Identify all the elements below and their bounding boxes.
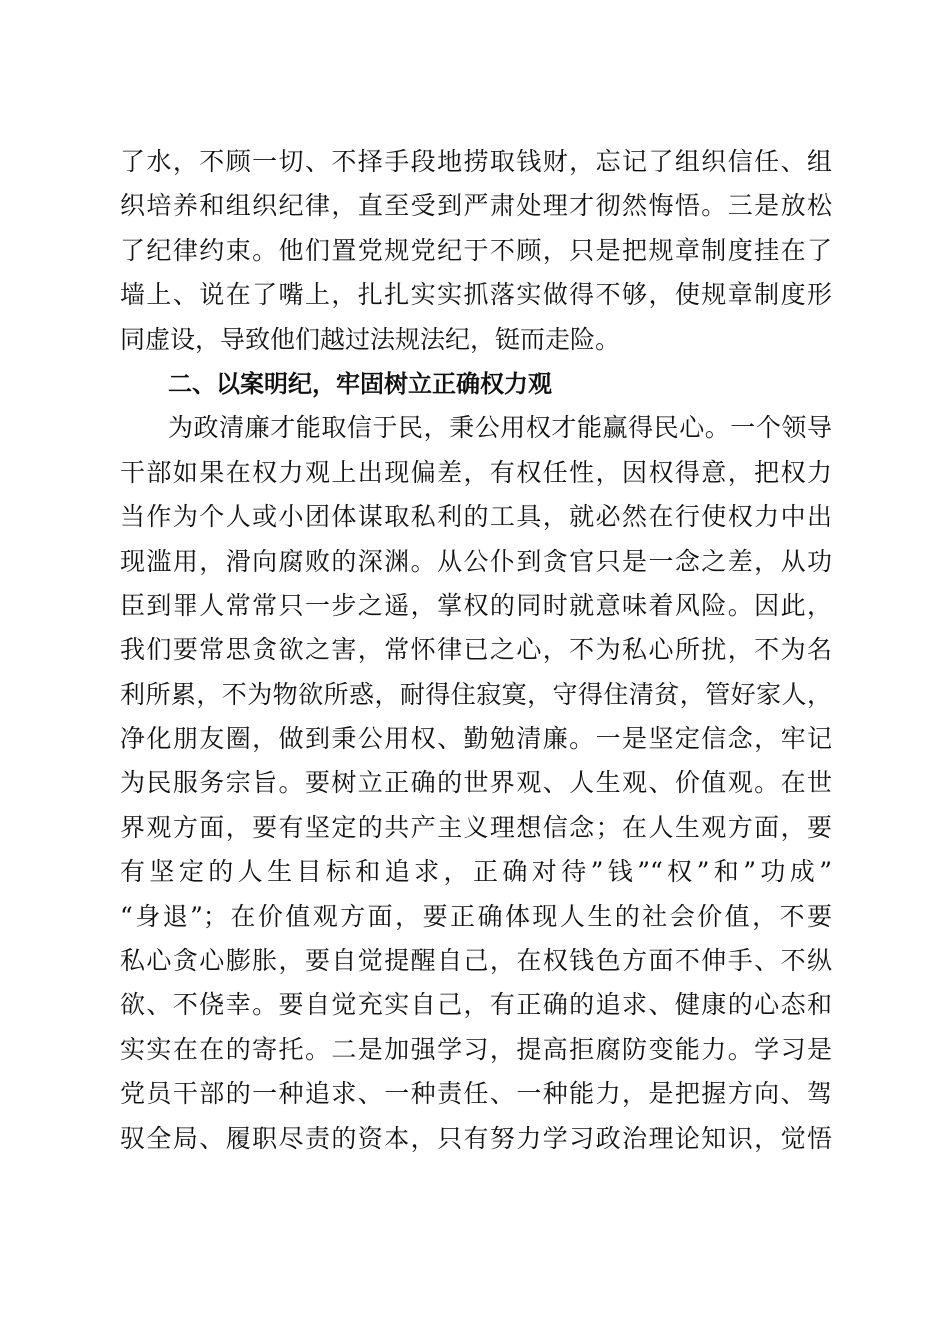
text-line: 界观方面，要有坚定的共产主义理想信念；在人生观方面，要 xyxy=(120,812,832,842)
paragraph-power-view xyxy=(120,406,832,1161)
text-line: 利所累，不为物欲所惑，耐得住寂寞，守得住清贫，管好家人， xyxy=(120,679,832,709)
text-line: 私心贪心膨胀，要自觉提醒自己，在权钱色方面不伸手、不纵 xyxy=(120,946,832,976)
text-line: 实实在在的寄托。二是加强学习，提高拒腐防变能力。学习是 xyxy=(120,1034,832,1064)
text-line: 臣到罪人常常只一步之遥，掌权的同时就意味着风险。因此， xyxy=(120,590,832,620)
text-line: 墙上、说在了嘴上，扎扎实实抓落实做得不够，使规章制度形 xyxy=(120,280,832,310)
document-body xyxy=(120,140,832,1161)
text-line: 我们要常思贪欲之害，常怀律已之心，不为私心所扰，不为名 xyxy=(120,635,832,665)
text-line: 了纪律约束。他们置党规党纪于不顾，只是把规章制度挂在了 xyxy=(120,235,832,265)
text-line: 有坚定的人生目标和追求，正确对待”钱”“权”和”功成” xyxy=(120,857,832,887)
section-heading: 二、以案明纪，牢固树立正确权力观 xyxy=(168,369,552,398)
paragraph-continuation xyxy=(120,140,832,362)
text-line: 为政清廉才能取信于民，秉公用权才能赢得民心。一个领导 xyxy=(168,413,832,443)
text-line: 党员干部的一种追求、一种责任、一种能力，是把握方向、驾 xyxy=(120,1079,832,1109)
text-line: 为民服务宗旨。要树立正确的世界观、人生观、价值观。在世 xyxy=(120,768,832,798)
text-line: 净化朋友圈，做到秉公用权、勤勉清廉。一是坚定信念，牢记 xyxy=(120,724,832,754)
text-line: 欲、不侥幸。要自觉充实自己，有正确的追求、健康的心态和 xyxy=(120,990,832,1020)
text-line: “身退”；在价值观方面，要正确体现人生的社会价值，不要 xyxy=(120,901,832,931)
text-line: 当作为个人或小团体谋取私利的工具，就必然在行使权力中出 xyxy=(120,502,832,532)
text-line: 同虚设，导致他们越过法规法纪，铤而走险。 xyxy=(120,324,621,354)
text-line: 现滥用，滑向腐败的深渊。从公仆到贪官只是一念之差，从功 xyxy=(120,546,832,576)
text-line: 干部如果在权力观上出现偏差，有权任性，因权得意，把权力 xyxy=(120,457,832,487)
text-line: 织培养和组织纪律，直至受到严肃处理才彻然悔悟。三是放松 xyxy=(120,191,832,221)
text-line: 了水，不顾一切、不择手段地捞取钱财，忘记了组织信任、组 xyxy=(120,147,832,176)
text-line: 驭全局、履职尽责的资本，只有努力学习政治理论知识，觉悟 xyxy=(120,1123,832,1153)
